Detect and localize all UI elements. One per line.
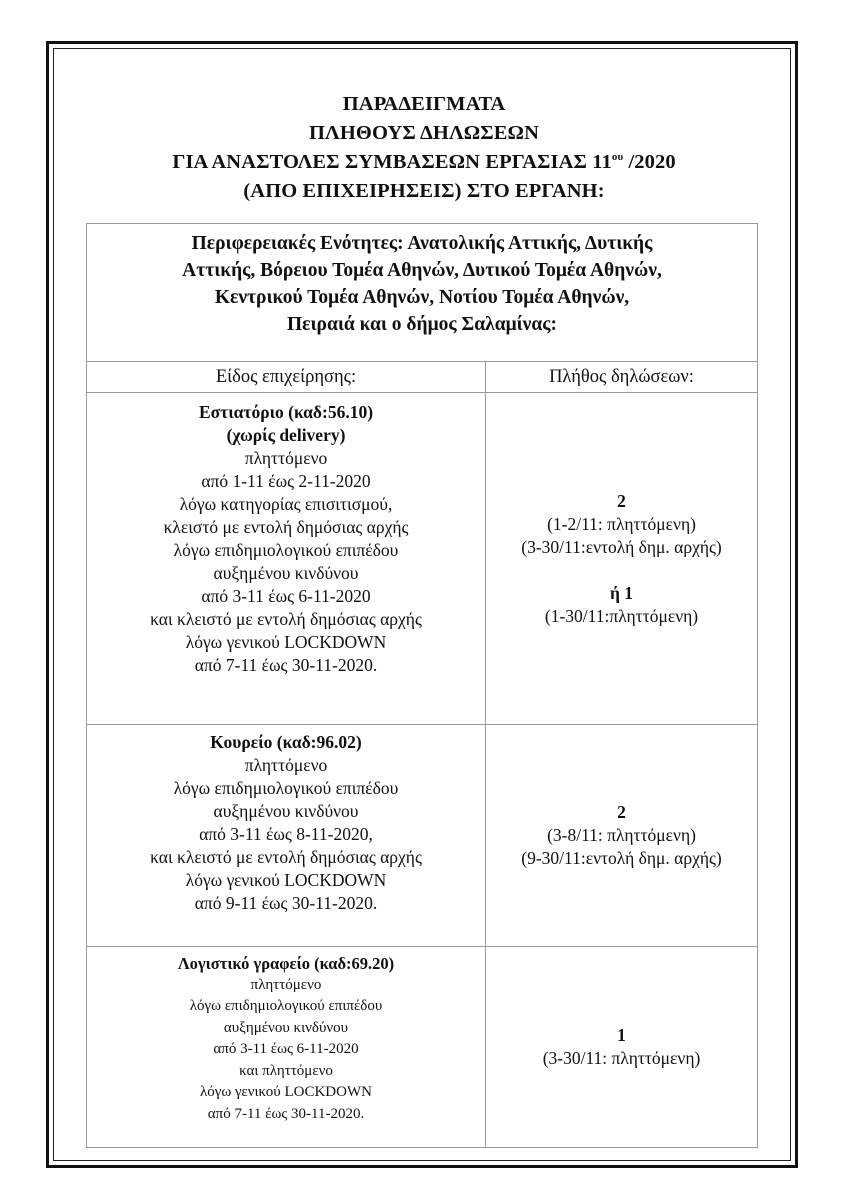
- description-line: από 9-11 έως 30-11-2020.: [194, 893, 378, 913]
- declaration-count: 2: [617, 490, 626, 511]
- description-line: από 3-11 έως 6-11-2020: [213, 1041, 359, 1057]
- count-detail: (1-2/11: πληττόμενη): [547, 513, 696, 534]
- description-line: πληττόμενο: [244, 448, 328, 468]
- description-line: και κλειστό με εντολή δημόσιας αρχής: [150, 609, 422, 629]
- description-line: λόγω επιδημιολογικού επιπέδου: [173, 778, 399, 798]
- spacer: [486, 559, 757, 582]
- description-line: λόγω επιδημιολογικού επιπέδου: [173, 540, 399, 560]
- business-name: Εστιατόριο (καδ:56.10): [198, 402, 374, 422]
- description-line: και πληττόμενο: [239, 1062, 333, 1079]
- description-line: κλειστό με εντολή δημόσιας αρχής: [163, 517, 409, 537]
- description-line: από 3-11 έως 8-11-2020,: [199, 824, 373, 844]
- regions-line: Κεντρικού Τομέα Αθηνών, Νοτίου Τομέα Αθηνών,: [214, 287, 630, 308]
- description-line: αυξημένου κινδύνου: [213, 563, 359, 583]
- description-line: αυξημένου κινδύνου: [213, 801, 359, 821]
- description-line: πληττόμενο: [250, 976, 322, 993]
- declarations-table: [86, 223, 758, 1148]
- description-line: πληττόμενο: [244, 755, 328, 775]
- regions-line: Πειραιά και ο δήμος Σαλαμίνας:: [287, 314, 557, 335]
- business-cell: [87, 947, 486, 1148]
- title-line-3-main: ΓΙΑ ΑΝΑΣΤΟΛΕΣ ΣΥΜΒΑΣΕΩΝ ΕΡΓΑΣΙΑΣ 11: [172, 151, 612, 173]
- title-line-3-end: /2020: [623, 151, 676, 173]
- document-title: [60, 90, 788, 206]
- count-cell: [486, 947, 758, 1148]
- count-detail: (3-30/11: πληττόμενη): [542, 1048, 701, 1068]
- description-line: από 7-11 έως 30-11-2020.: [194, 655, 378, 675]
- count-cell: [486, 725, 758, 947]
- title-line-4: (ΑΠΟ ΕΠΙΧΕΙΡΗΣΕΙΣ) ΣΤΟ ΕΡΓΑΝΗ:: [243, 180, 605, 202]
- description-line: λόγω γενικού LOCKDOWN: [200, 1084, 372, 1100]
- alternative-detail: (1-30/11:πληττόμενη): [544, 605, 699, 626]
- count-detail: (3-8/11: πληττόμενη): [547, 825, 696, 845]
- table-row: [87, 947, 758, 1148]
- business-name: Λογιστικό γραφείο (καδ:69.20): [177, 954, 395, 973]
- description-line: από 7-11 έως 30-11-2020.: [207, 1105, 365, 1122]
- description-line: από 1-11 έως 2-11-2020: [201, 471, 371, 491]
- declaration-count: 2: [617, 802, 626, 822]
- column-header-row: [87, 362, 758, 393]
- title-line-1: ΠΑΡΑΔΕΙΓΜΑΤΑ: [342, 93, 506, 115]
- business-name: Κουρείο (καδ:96.02): [210, 732, 362, 752]
- description-line: λόγω γενικού LOCKDOWN: [185, 870, 387, 890]
- business-cell: [87, 725, 486, 947]
- description-line: από 3-11 έως 6-11-2020: [201, 586, 371, 606]
- business-qualifier: (χωρίς delivery): [226, 425, 346, 445]
- title-superscript: ου: [611, 151, 624, 163]
- table-row: [87, 725, 758, 947]
- regions-line: Αττικής, Βόρειου Τομέα Αθηνών, Δυτικού Τομέα Αθηνών,: [182, 260, 662, 281]
- column-header-declaration-count: Πλήθος δηλώσεων:: [486, 362, 758, 393]
- regions-row: [87, 224, 758, 362]
- description-line: λόγω γενικού LOCKDOWN: [185, 632, 387, 652]
- title-line-3: [60, 148, 788, 177]
- alternative-count: ή 1: [609, 582, 634, 603]
- title-line-2: ΠΛΗΘΟΥΣ ΔΗΛΩΣΕΩΝ: [309, 122, 539, 144]
- description-line: λόγω επιδημιολογικού επιπέδου: [189, 998, 383, 1014]
- description-line: αυξημένου κινδύνου: [223, 1019, 349, 1036]
- count-detail: (3-30/11:εντολή δημ. αρχής): [521, 536, 722, 557]
- description-line: και κλειστό με εντολή δημόσιας αρχής: [150, 847, 422, 867]
- column-header-business-type: Είδος επιχείρησης:: [87, 362, 486, 393]
- declaration-count: 1: [617, 1025, 626, 1045]
- description-line: λόγω κατηγορίας επισιτισμού,: [179, 494, 393, 514]
- count-detail: (9-30/11:εντολή δημ. αρχής): [521, 848, 722, 868]
- regions-header-cell: [87, 224, 758, 362]
- business-cell: [87, 393, 486, 725]
- count-cell: [486, 393, 758, 725]
- regions-line: Περιφερειακές Ενότητες: Ανατολικής Αττικής, Δυτικής: [191, 233, 653, 254]
- table-row: [87, 393, 758, 725]
